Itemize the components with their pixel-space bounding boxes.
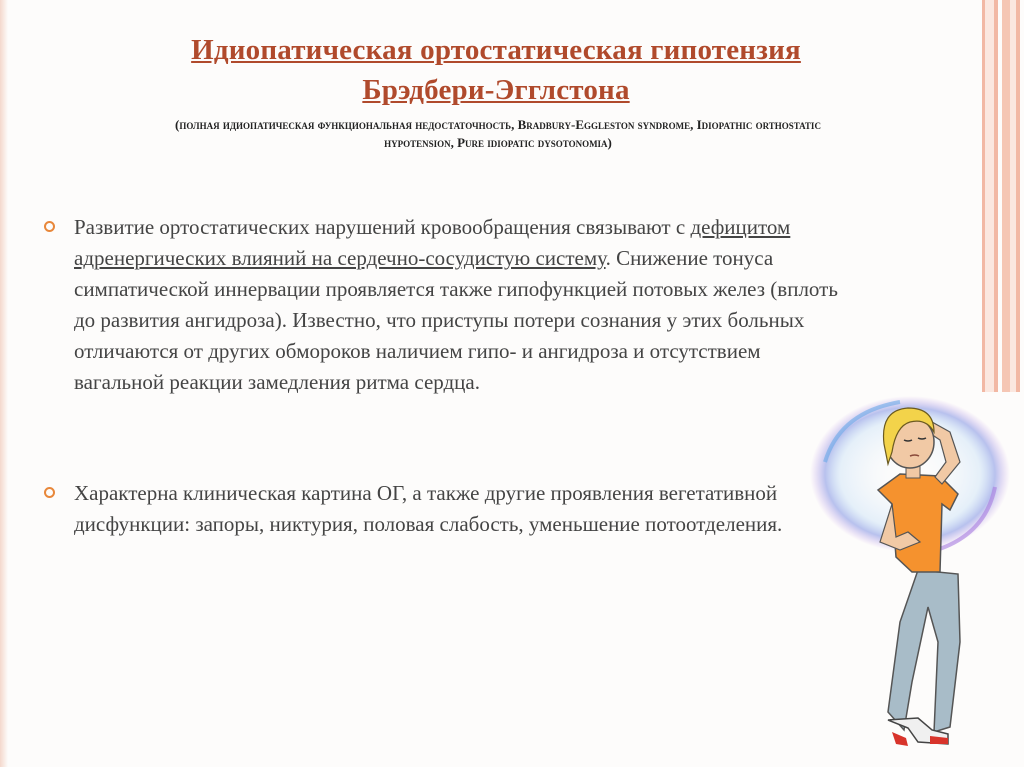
bullet-text-1 [74, 212, 850, 398]
subtitle-line-1: (полная идиопатическая функциональная недостаточность, Bradbury-Eggleston syndrome, Idiopathic orthostatic [175, 117, 821, 132]
bullet-1-part-2: . Снижение тонуса симпатической иннервации проявляется также гипофункцией потовых желез (вплоть до развития ангидроза). Известно, что приступы потери сознания у этих больных отличаются от других обмороков наличием гипо- и ангидроза и отсутствием вагальной реакции замедления ритма сердца. [74, 246, 838, 394]
bullet-item-1 [50, 212, 850, 398]
bullet-circle-icon [44, 221, 55, 232]
bullet-1-part-1: Развитие ортостатических нарушений кровообращения связывают с [74, 215, 691, 239]
bullet-1-underlined: дефицитом адренергических влияний на сердечно-сосудистую систему [74, 215, 791, 270]
bullet-text-2: Характерна клиническая картина ОГ, а также другие проявления вегетативной дисфункции: запоры, никтурия, половая слабость, уменьшение потоотделения. [74, 481, 783, 536]
left-edge-decoration [0, 0, 8, 767]
bullet-item-2 [50, 478, 850, 540]
slide-title [20, 30, 972, 110]
jeans [888, 570, 960, 732]
dizzy-person-illustration [800, 392, 1020, 762]
subtitle-line-2: hypotension, Pure idiopatic dysotonomia) [384, 135, 612, 150]
bullet-circle-icon [44, 487, 55, 498]
title-line-1: Идиопатическая ортостатическая гипотензия [191, 34, 801, 66]
slide-subtitle [16, 116, 980, 152]
title-line-2: Брэдбери-Эгглстона [362, 74, 630, 106]
